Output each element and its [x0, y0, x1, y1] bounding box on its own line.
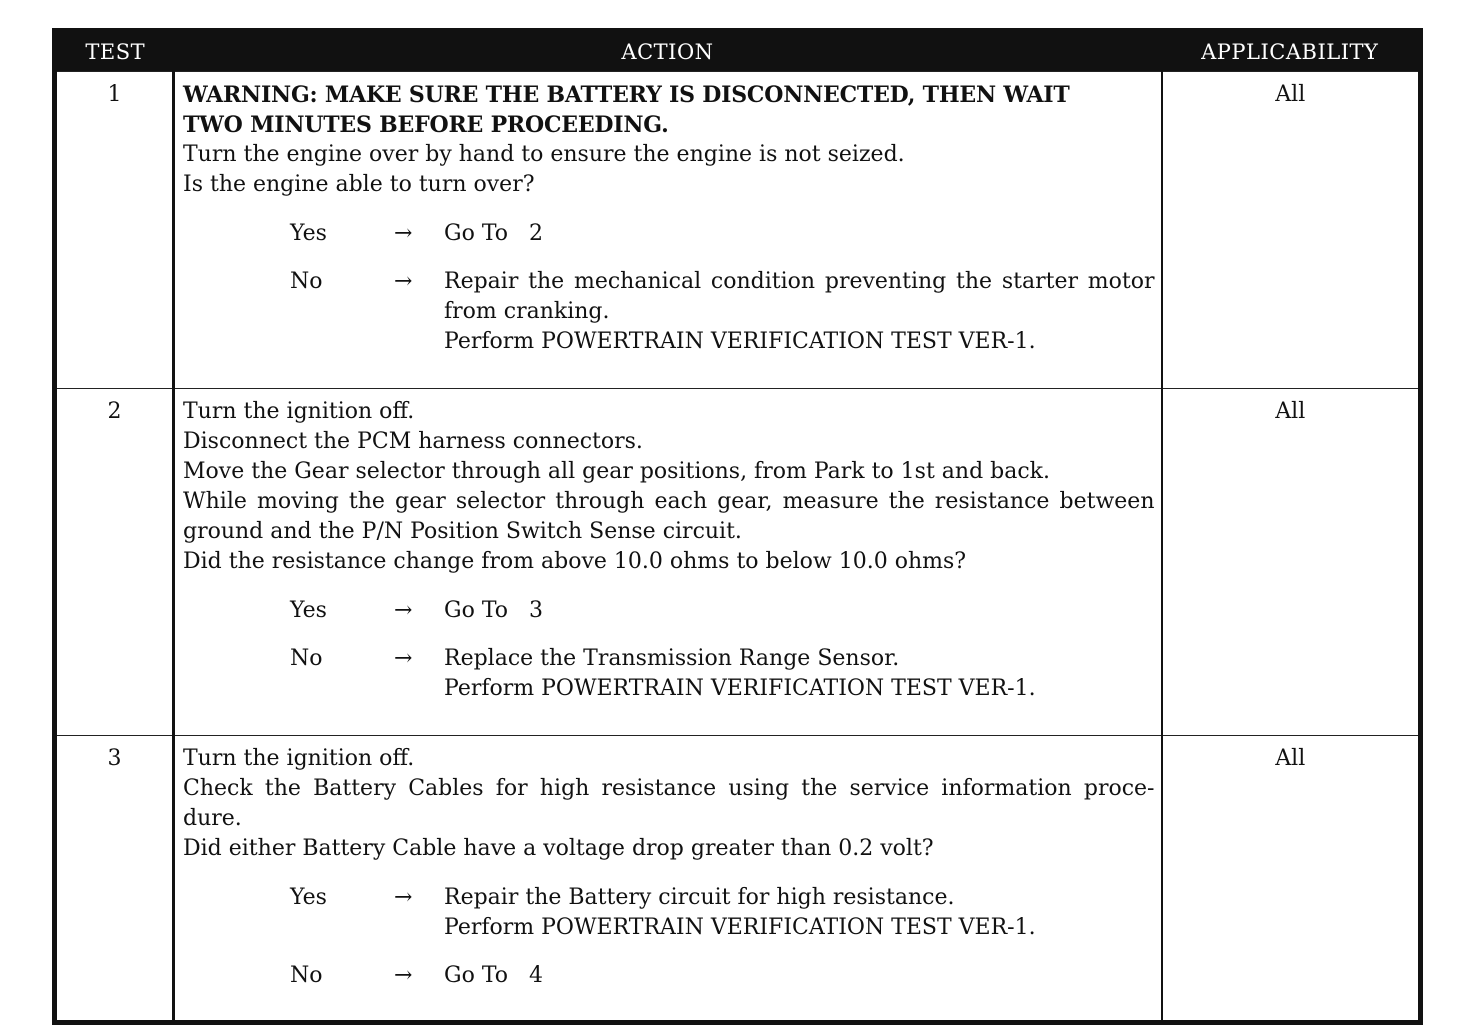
instruction-text: Turn the engine over by hand to ensure the engine is not seized. [183, 142, 905, 167]
applicability-value: All [1162, 736, 1421, 1023]
question-text: Did either Battery Cable have a voltage drop greater than 0.2 volt? [183, 836, 934, 861]
arrow-icon: → [394, 885, 413, 910]
yes-result: Go To 3 [444, 598, 543, 623]
instruction-text: Turn the ignition off. [183, 746, 415, 771]
applicability-value: All [1162, 389, 1421, 736]
action-cell [174, 736, 1162, 1023]
no-branch [183, 267, 1155, 357]
yes-result-text: Repair the Battery circuit for high resistance. [444, 885, 955, 910]
verification-text: Perform POWERTRAIN VERIFICATION TEST VER-1. [444, 915, 1036, 940]
action-cell [174, 389, 1162, 736]
no-label: No [290, 269, 323, 294]
instruction-text: Disconnect the PCM harness connectors. [183, 429, 643, 454]
no-result-text: Replace the Transmission Range Sensor. [444, 646, 900, 671]
arrow-icon: → [394, 269, 413, 294]
arrow-icon: → [394, 963, 413, 988]
yes-label: Yes [290, 598, 327, 623]
test-number: 2 [55, 389, 174, 736]
applicability-value: All [1162, 72, 1421, 389]
verification-text: Perform POWERTRAIN VERIFICATION TEST VER-1. [444, 329, 1036, 354]
action-cell [174, 72, 1162, 389]
yes-label: Yes [290, 221, 327, 246]
no-label: No [290, 646, 323, 671]
arrow-icon: → [394, 221, 413, 246]
warning-text: WARNING: MAKE SURE THE BATTERY IS DISCONNECTED, THEN WAIT [183, 82, 1070, 108]
diagnostic-test-table [52, 28, 1423, 1025]
yes-branch [183, 596, 1155, 626]
test-number: 3 [55, 736, 174, 1023]
table-row [55, 736, 1421, 1023]
table-row [55, 72, 1421, 389]
arrow-icon: → [394, 646, 413, 671]
verification-text: Perform POWERTRAIN VERIFICATION TEST VER-1. [444, 676, 1036, 701]
question-text: Is the engine able to turn over? [183, 172, 535, 197]
yes-result: Go To 2 [444, 221, 543, 246]
yes-label: Yes [290, 885, 327, 910]
arrow-icon: → [394, 598, 413, 623]
no-result [444, 644, 1155, 704]
test-number: 1 [55, 72, 174, 389]
no-label: No [290, 963, 323, 988]
instruction-text: Move the Gear selector through all gear positions, from Park to 1st and back. [183, 459, 1050, 484]
table-row [55, 389, 1421, 736]
header-applicability: APPLICABILITY [1162, 31, 1421, 72]
question-text: Did the resistance change from above 10.0 ohms to below 10.0 ohms? [183, 549, 967, 574]
no-result [444, 267, 1155, 357]
yes-result [444, 883, 1155, 943]
header-test: TEST [55, 31, 174, 72]
instruction-text: Check the Battery Cables for high resistance using the service information proce-dure. [183, 776, 1155, 831]
no-branch [183, 644, 1155, 704]
instruction-text: Turn the ignition off. [183, 399, 415, 424]
instruction-text: While moving the gear selector through each gear, measure the resistance between ground and the P/N Position Switch Sense circuit. [183, 489, 1155, 544]
yes-branch [183, 883, 1155, 943]
no-branch [183, 961, 1155, 991]
header-action: ACTION [174, 31, 1162, 72]
table-header-row [55, 31, 1421, 72]
no-result-text: Repair the mechanical condition preventing the starter motor from cranking. [444, 269, 1155, 324]
warning-text: TWO MINUTES BEFORE PROCEEDING. [183, 112, 669, 138]
yes-branch [183, 219, 1155, 249]
no-result: Go To 4 [444, 963, 543, 988]
